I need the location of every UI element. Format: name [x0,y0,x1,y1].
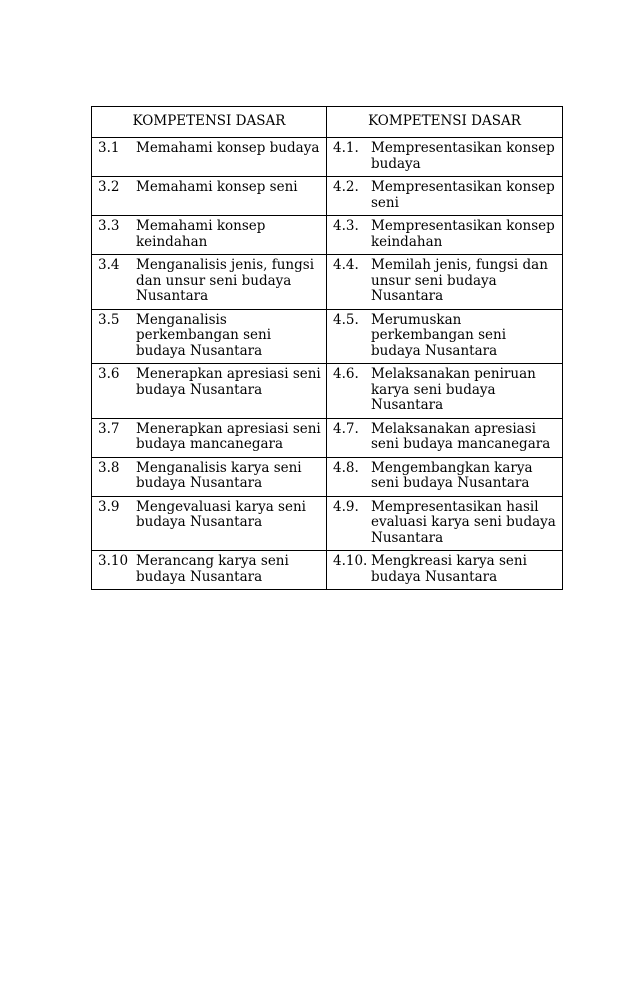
header-row [92,107,563,138]
table-row [92,418,563,457]
right-text: Mempresentasikan konsep seni [371,179,555,211]
right-cell [327,364,563,419]
left-cell [92,216,327,255]
right-cell [327,177,563,216]
right-number: 4.8. [333,459,359,476]
left-cell [92,309,327,364]
right-text: Melaksanakan apresiasi seni budaya mancanegara [371,420,551,452]
table-header [92,107,563,138]
right-text: Mempresentasikan hasil evaluasi karya seni budaya Nusantara [371,498,556,546]
right-cell [327,418,563,457]
table-row [92,309,563,364]
right-text: Mempresentasikan konsep budaya [371,140,555,172]
table-row [92,255,563,310]
right-text: Mengembangkan karya seni budaya Nusantara [371,459,533,491]
table-row [92,216,563,255]
right-text: Melaksanakan peniruan karya seni budaya Nusantara [371,366,536,413]
right-number: 4.3. [333,218,359,234]
right-number: 4.9. [333,498,359,515]
left-cell [92,457,327,496]
right-number: 4.6. [333,366,359,382]
right-cell [327,255,563,310]
left-text: Mengevaluasi karya seni budaya Nusantara [136,498,306,530]
left-cell [92,177,327,216]
right-number: 4.1. [333,140,359,156]
right-text: Mengkreasi karya seni budaya Nusantara [371,553,527,585]
right-text: Merumuskan perkembangan seni budaya Nusantara [371,311,507,359]
table-row [92,364,563,419]
left-number: 3.7 [98,420,120,437]
left-text: Menganalisis perkembangan seni budaya Nusantara [136,311,272,359]
right-cell [327,309,563,364]
right-cell [327,138,563,177]
right-number: 4.7. [333,420,359,437]
table-row [92,177,563,216]
left-cell [92,551,327,590]
table-row [92,551,563,590]
left-text: Menerapkan apresiasi seni budaya mancanegara [136,420,321,452]
right-cell [327,496,563,551]
left-number: 3.6 [98,366,120,382]
left-cell [92,138,327,177]
table-body [92,138,563,590]
right-text: Memilah jenis, fungsi dan unsur seni budaya Nusantara [371,257,548,304]
header-right: KOMPETENSI DASAR [327,107,563,138]
right-cell [327,216,563,255]
table-row [92,496,563,551]
left-text: Memahami konsep keindahan [136,218,266,250]
left-number: 3.5 [98,311,120,328]
left-text: Menganalisis karya seni budaya Nusantara [136,459,302,491]
left-number: 3.8 [98,459,120,476]
left-text: Memahami konsep seni [136,179,298,195]
left-number: 3.1 [98,140,120,156]
table-row [92,457,563,496]
left-number: 3.4 [98,257,120,273]
right-number: 4.2. [333,179,359,195]
left-cell [92,255,327,310]
left-number: 3.10 [98,553,129,569]
left-number: 3.3 [98,218,120,234]
right-text: Mempresentasikan konsep keindahan [371,218,555,250]
left-text: Menerapkan apresiasi seni budaya Nusantara [136,366,321,398]
left-number: 3.2 [98,179,120,195]
right-cell [327,551,563,590]
right-cell [327,457,563,496]
left-text: Menganalisis jenis, fungsi dan unsur seni budaya Nusantara [136,257,315,304]
left-cell [92,418,327,457]
right-number: 4.4. [333,257,359,273]
header-left: KOMPETENSI DASAR [92,107,327,138]
left-cell [92,364,327,419]
left-text: Merancang karya seni budaya Nusantara [136,553,289,585]
left-cell [92,496,327,551]
kompetensi-dasar-table [91,106,563,590]
table-row [92,138,563,177]
left-text: Memahami konsep budaya [136,140,320,156]
left-number: 3.9 [98,498,120,515]
right-number: 4.5. [333,311,359,328]
right-number: 4.10. [333,553,368,569]
